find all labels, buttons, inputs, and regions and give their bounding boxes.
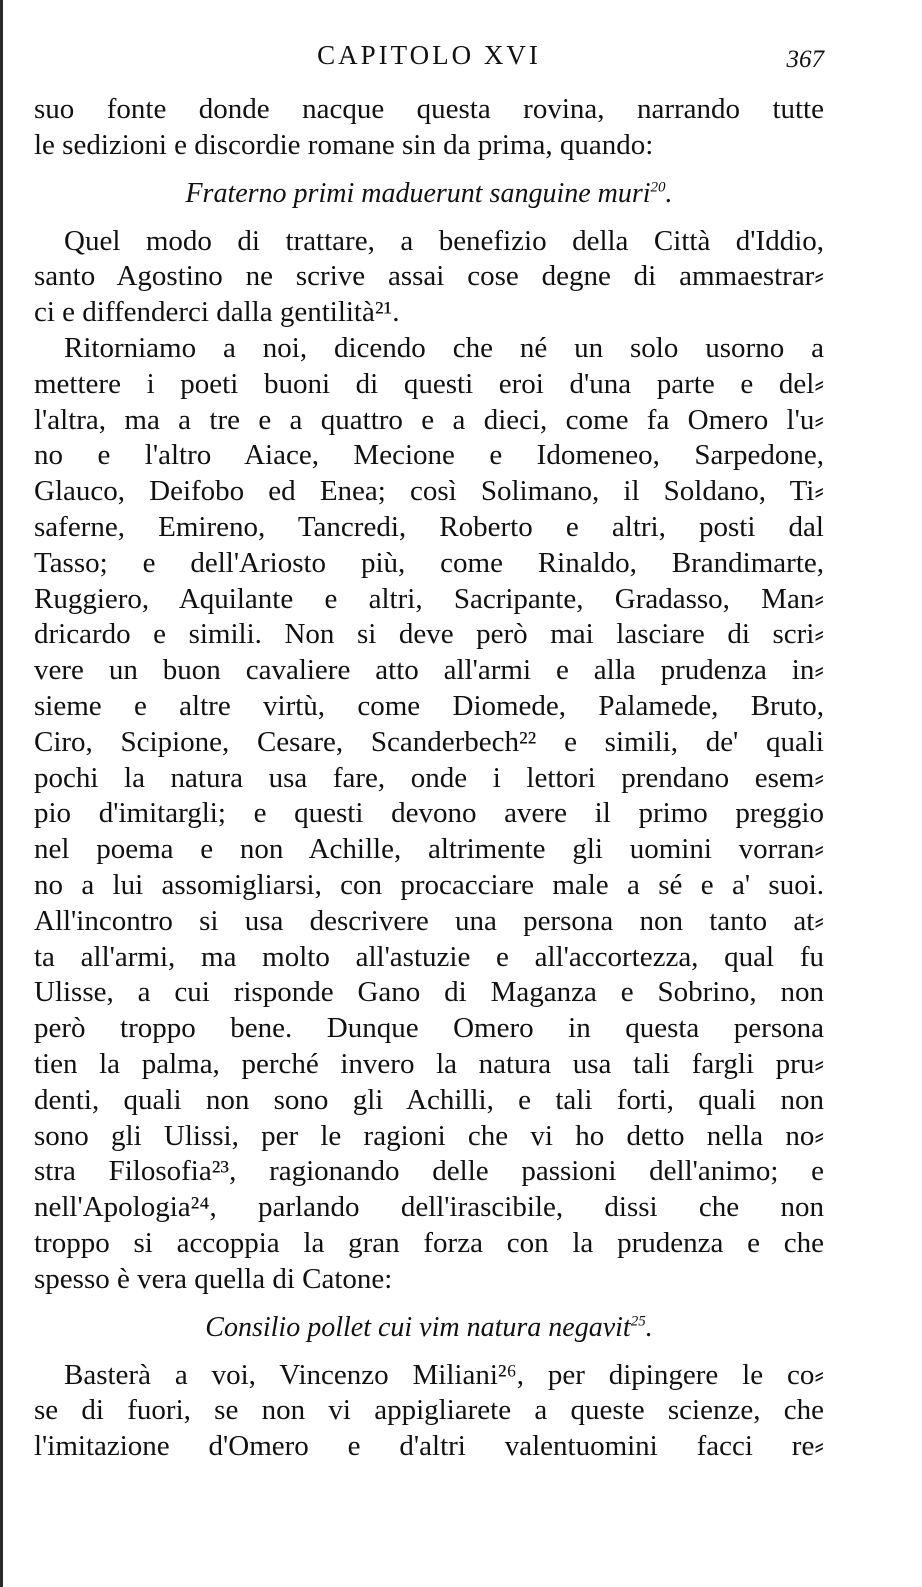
text-line: suo fonte donde nacque questa rovina, narrando tutte bbox=[34, 93, 824, 125]
footnote-marker: 25 bbox=[630, 1313, 646, 1330]
text-line: Tasso; e dell'Ariosto più, come Rinaldo, Brandimarte, bbox=[34, 546, 824, 579]
footnote-marker: 20 bbox=[650, 179, 666, 196]
text-line: Basterà a voi, Vincenzo Miliani²⁶, per dipingere le co⸗ bbox=[64, 1358, 824, 1391]
text-line: Glauco, Deifobo ed Enea; così Solimano, il Soldano, Ti⸗ bbox=[34, 475, 824, 508]
text-line: l'imitazione d'Omero e d'altri valentuomini facci re⸗ bbox=[34, 1430, 824, 1463]
text-line: l'altra, ma a tre e a quattro e a dieci, come fa Omero l'u⸗ bbox=[34, 403, 824, 436]
text-line: però troppo bene. Dunque Omero in questa persona bbox=[34, 1012, 824, 1045]
text-line: spesso è vera quella di Catone: bbox=[34, 1262, 393, 1295]
text-line: troppo si accoppia la gran forza con la prudenza e che bbox=[34, 1226, 824, 1259]
text-line: mettere i poeti buoni di questi eroi d'una parte e del⸗ bbox=[34, 367, 824, 400]
text-line: no a lui assomigliarsi, con procacciare male a sé e a' suoi. bbox=[34, 868, 824, 901]
text-line: sieme e altre virtù, come Diomede, Palamede, Bruto, bbox=[34, 689, 824, 722]
text-line: ci e diffenderci dalla gentilità²¹. bbox=[34, 296, 400, 329]
verse-quotation bbox=[34, 1298, 824, 1358]
verse-punctuation: . bbox=[645, 1311, 653, 1343]
text-line: nel poema e non Achille, altrimente gli uomini vorran⸗ bbox=[34, 833, 824, 866]
text-line: no e l'altro Aiace, Mecione e Idomeneo, Sarpedone, bbox=[34, 439, 824, 472]
running-header bbox=[34, 40, 824, 80]
text-line: Quel modo di trattare, a benefizio della Città d'Iddio, bbox=[64, 224, 824, 257]
chapter-title: CAPITOLO XVI bbox=[317, 40, 541, 70]
verse-quotation bbox=[34, 164, 824, 224]
text-line: se di fuori, se non vi appigliarete a queste scienze, che bbox=[34, 1394, 824, 1427]
text-line: Ritorniamo a noi, dicendo che né un solo usorno a bbox=[64, 331, 824, 364]
body-text bbox=[34, 92, 824, 1465]
text-line: Ruggiero, Aquilante e altri, Sacripante, Gradasso, Man⸗ bbox=[34, 582, 824, 615]
text-line: ta all'armi, ma molto all'astuzie e all'accortezza, qual fu bbox=[34, 940, 824, 973]
text-line: nell'Apologia²⁴, parlando dell'irascibile, dissi che non bbox=[34, 1191, 824, 1224]
text-line: tien la palma, perché invero la natura usa tali fargli pru⸗ bbox=[34, 1047, 824, 1080]
text-line: saferne, Emireno, Tancredi, Roberto e altri, posti dal bbox=[34, 510, 824, 543]
text-line: sono gli Ulissi, per le ragioni che vi ho detto nella no⸗ bbox=[34, 1119, 824, 1152]
verse-text: Consilio pollet cui vim natura negavit bbox=[205, 1311, 631, 1343]
text-line: Ulisse, a cui risponde Gano di Maganza e Sobrino, non bbox=[34, 976, 824, 1009]
text-line: stra Filosofia²³, ragionando delle passioni dell'animo; e bbox=[34, 1155, 824, 1188]
text-line: denti, quali non sono gli Achilli, e tali forti, quali non bbox=[34, 1083, 824, 1116]
text-line: pochi la natura usa fare, onde i lettori prendano esem⸗ bbox=[34, 761, 824, 794]
text-line: Ciro, Scipione, Cesare, Scanderbech²² e simili, de' quali bbox=[34, 725, 824, 758]
page-number: 367 bbox=[786, 46, 824, 73]
verse-text: Fraterno primi maduerunt sanguine muri bbox=[185, 177, 651, 209]
verse-punctuation: . bbox=[665, 177, 673, 209]
text-line: le sedizioni e discordie romane sin da prima, quando: bbox=[34, 128, 654, 161]
text-line: All'incontro si usa descrivere una persona non tanto at⸗ bbox=[34, 904, 824, 937]
text-line: pio d'imitargli; e questi devono avere il primo preggio bbox=[34, 797, 824, 830]
text-line: vere un buon cavaliere atto all'armi e alla prudenza in⸗ bbox=[34, 654, 824, 687]
text-line: dricardo e simili. Non si deve però mai lasciare di scri⸗ bbox=[34, 618, 824, 651]
page-gutter-edge bbox=[0, 0, 3, 1587]
text-line: santo Agostino ne scrive assai cose degne di ammaestrar⸗ bbox=[34, 260, 824, 293]
